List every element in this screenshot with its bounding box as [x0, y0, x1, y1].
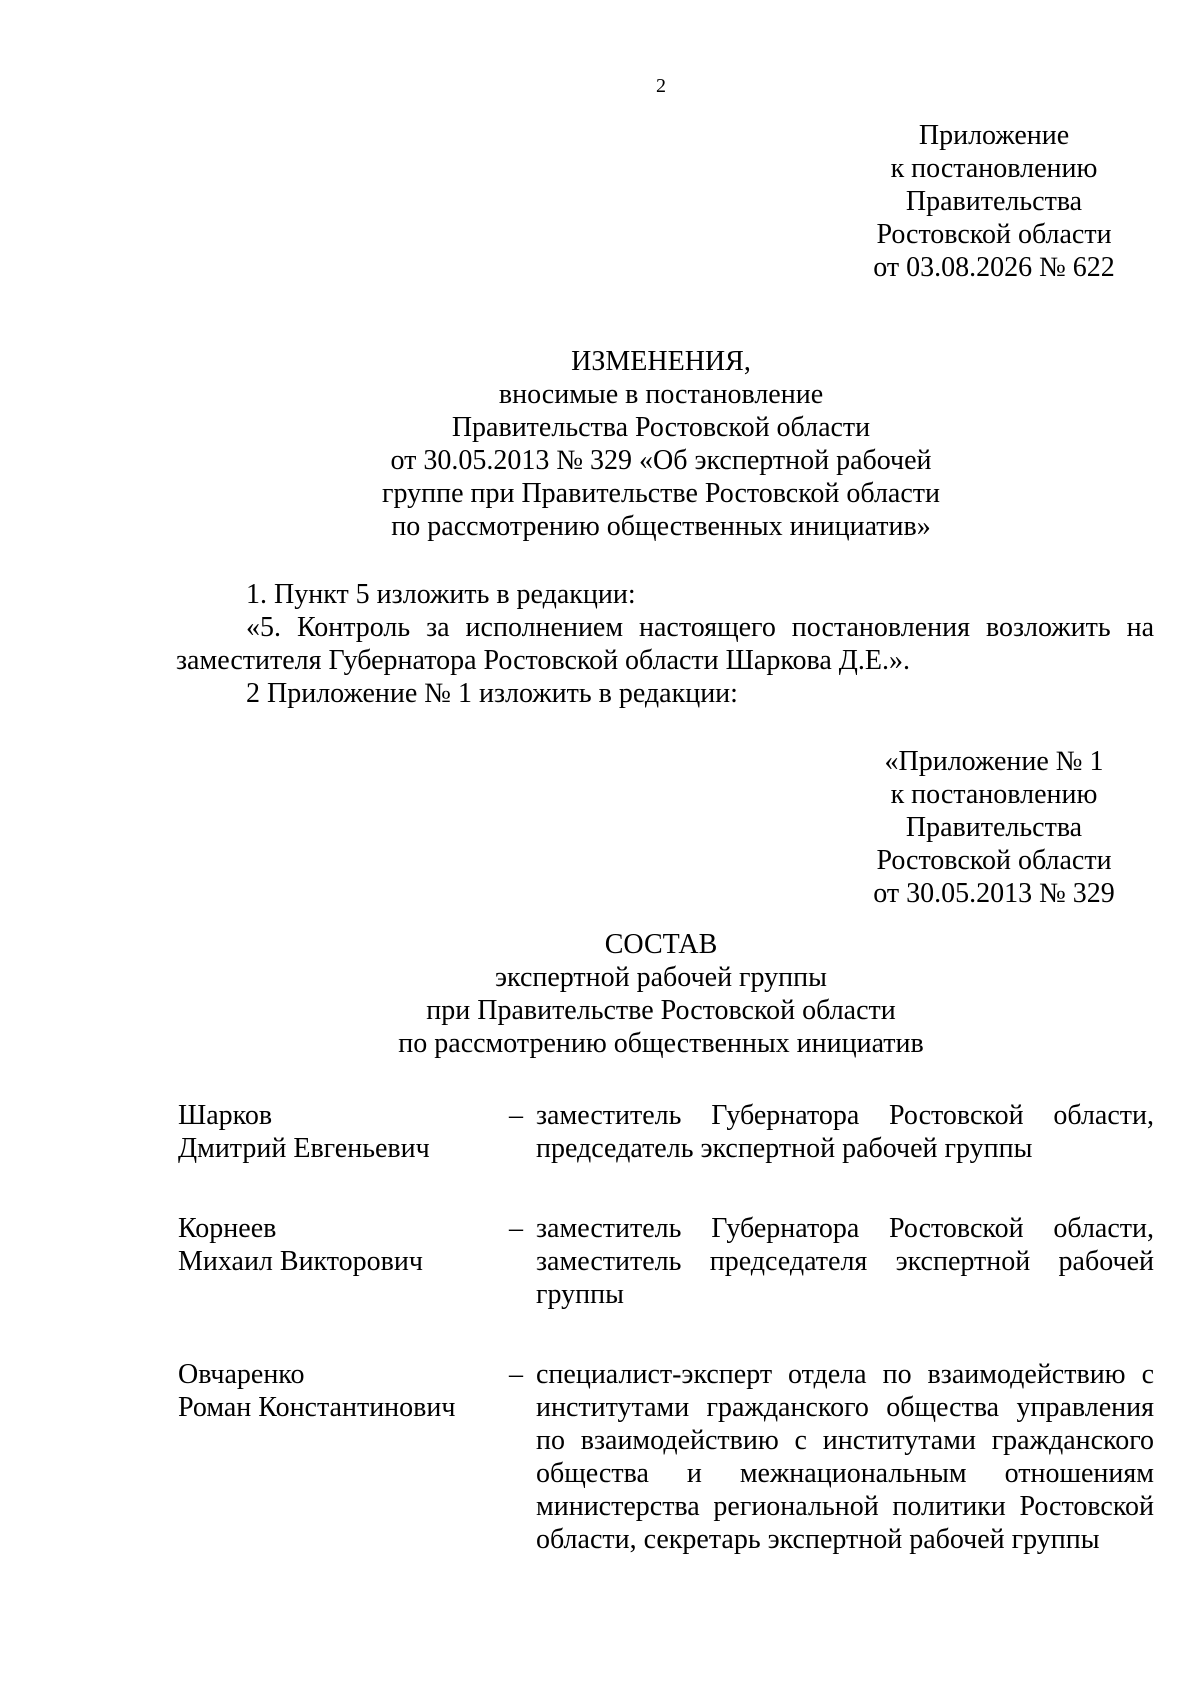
- member-name: Шарков Дмитрий Евгеньевич: [178, 1100, 430, 1164]
- body-text: [176, 578, 1154, 710]
- appendix-1-line: к постановлению: [890, 779, 1098, 810]
- appendix-line: Ростовской области: [876, 219, 1112, 250]
- appendix-1-approval-block: [826, 745, 1162, 910]
- composition-title-line: экспертной рабочей группы: [495, 962, 827, 993]
- composition-title-line: по рассмотрению общественных инициатив: [398, 1028, 924, 1059]
- appendix-1-line: от 30.05.2013 № 329: [873, 878, 1115, 909]
- appendix-1-line: «Приложение № 1: [884, 746, 1104, 777]
- composition-title: [0, 928, 1200, 1060]
- changes-heading: ИЗМЕНЕНИЯ,: [571, 346, 751, 377]
- member-name: Корнеев Михаил Викторович: [178, 1213, 423, 1277]
- changes-title-line: от 30.05.2013 № 329 «Об экспертной рабочей: [390, 445, 932, 476]
- member-row: [178, 1212, 1154, 1311]
- member-row: [178, 1358, 1154, 1556]
- member-role: специалист-эксперт отдела по взаимодействию с институтами гражданского общества управления по взаимодействию с институтами гражданского общества и межнациональным отношениям министерства региональной политики Ростовской области, секретарь экспертной рабочей группы: [536, 1359, 1154, 1555]
- member-name: Овчаренко Роман Константинович: [178, 1359, 456, 1423]
- member-role: заместитель Губернатора Ростовской области, заместитель председателя экспертной рабочей группы: [536, 1213, 1154, 1310]
- member-row: [178, 1099, 1154, 1165]
- composition-title-line: при Правительстве Ростовской области: [426, 995, 896, 1026]
- appendix-line: от 03.08.2026 № 622: [873, 252, 1115, 283]
- changes-title-line: вносимые в постановление: [498, 379, 824, 410]
- changes-title-line: группе при Правительстве Ростовской области: [381, 478, 940, 509]
- member-role: заместитель Губернатора Ростовской области, председатель экспертной рабочей группы: [536, 1100, 1154, 1164]
- member-dash: –: [509, 1213, 523, 1244]
- changes-title: [0, 345, 1200, 543]
- appendix-line: к постановлению: [890, 153, 1098, 184]
- item-1: 1. Пункт 5 изложить в редакции:: [246, 579, 636, 610]
- page-number: 2: [656, 75, 666, 97]
- appendix-line: Правительства: [905, 186, 1083, 217]
- item-1-text: «5. Контроль за исполнением настоящего постановления возложить на заместителя Губернатора Ростовской области Шаркова Д.Е.».: [176, 612, 1154, 676]
- appendix-1-line: Ростовской области: [876, 845, 1112, 876]
- changes-title-line: по рассмотрению общественных инициатив»: [391, 511, 931, 542]
- composition-heading: СОСТАВ: [604, 929, 718, 960]
- member-dash: –: [509, 1100, 523, 1131]
- appendix-approval-block: [826, 119, 1162, 284]
- member-dash: –: [509, 1359, 523, 1390]
- changes-title-line: Правительства Ростовской области: [451, 412, 871, 443]
- members-list: [178, 1099, 1154, 1556]
- appendix-line: Приложение: [918, 120, 1070, 151]
- item-2: 2 Приложение № 1 изложить в редакции:: [246, 678, 738, 709]
- appendix-1-line: Правительства: [905, 812, 1083, 843]
